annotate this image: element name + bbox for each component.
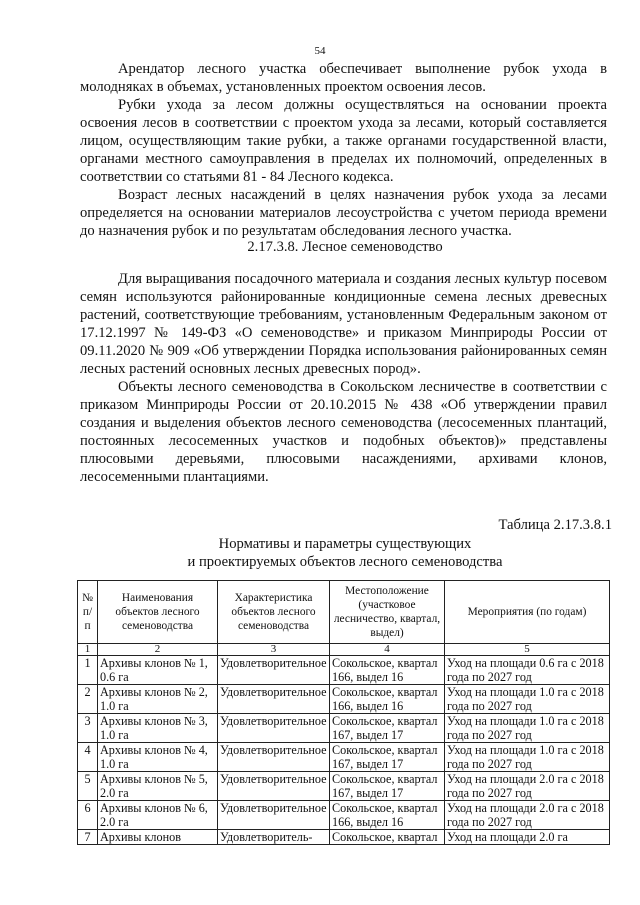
header-characteristic: Характеристика объектов лесного семеноводства <box>218 581 330 644</box>
row-object-name: Архивы клонов № 3, 1.0 га <box>98 714 218 743</box>
row-number: 7 <box>78 830 98 845</box>
row-number: 5 <box>78 772 98 801</box>
column-number: 1 <box>78 644 98 656</box>
row-location: Сокольское, квартал <box>330 830 445 845</box>
column-number: 2 <box>98 644 218 656</box>
table-caption-line-2: и проектируемых объектов лесного семеноводства <box>187 554 503 570</box>
row-characteristic: Удовлетворитель- <box>218 830 330 845</box>
table-row <box>78 714 610 743</box>
row-number: 6 <box>78 801 98 830</box>
paragraph-stand-age: Возраст лесных насаждений в целях назначения рубок ухода за лесами определяется на основании материалов лесоустройства с учетом периода времени до назначения рубок и по результатам обследования лесного участка. <box>80 187 607 239</box>
header-location: Местоположение (участковое лесничество, квартал, выдел) <box>330 581 445 644</box>
row-characteristic: Удовлетворительное <box>218 685 330 714</box>
row-characteristic: Удовлетворительное <box>218 743 330 772</box>
column-number: 5 <box>445 644 610 656</box>
table-column-numbers-row <box>78 644 610 656</box>
row-measures: Уход на площади 2.0 га с 2018 года по 2027 год <box>445 801 610 830</box>
row-location: Сокольское, квартал 166, выдел 16 <box>330 801 445 830</box>
table-header-row <box>78 581 610 644</box>
table-caption-line-1: Нормативы и параметры существующих <box>218 536 472 552</box>
row-measures: Уход на площади 1.0 га с 2018 года по 2027 год <box>445 714 610 743</box>
header-number: № п/п <box>78 581 98 644</box>
row-number: 3 <box>78 714 98 743</box>
row-location: Сокольское, квартал 166, выдел 16 <box>330 656 445 685</box>
table-row <box>78 801 610 830</box>
table-row <box>78 772 610 801</box>
row-number: 1 <box>78 656 98 685</box>
row-characteristic: Удовлетворительное <box>218 714 330 743</box>
row-number: 4 <box>78 743 98 772</box>
row-location: Сокольское, квартал 166, выдел 16 <box>330 685 445 714</box>
column-number: 3 <box>218 644 330 656</box>
row-measures: Уход на площади 1.0 га с 2018 года по 2027 год <box>445 743 610 772</box>
table-row <box>78 656 610 685</box>
table-row <box>78 685 610 714</box>
row-measures: Уход на площади 0.6 га с 2018 года по 2027 год <box>445 656 610 685</box>
row-measures: Уход на площади 1.0 га с 2018 года по 2027 год <box>445 685 610 714</box>
paragraph-thinning-lessee: Арендатор лесного участка обеспечивает выполнение рубок ухода в молодняках в объемах, установленных проектом освоения лесов. <box>80 61 607 95</box>
row-characteristic: Удовлетворительное <box>218 801 330 830</box>
row-object-name: Архивы клонов № 5, 2.0 га <box>98 772 218 801</box>
paragraph-thinning-basis: Рубки ухода за лесом должны осуществляться на основании проекта освоения лесов в соответствии с проектом ухода за лесами, который составляется лицом, осуществляющим такие рубки, а также органами государственной власти, органами местного самоуправления в пределах их полномочий, определенных в соответствии со статьями 81 - 84 Лесного кодекса. <box>80 97 607 185</box>
header-object-name: Наименования объектов лесного семеноводства <box>98 581 218 644</box>
section-heading: 2.17.3.8. Лесное семеноводство <box>247 239 443 255</box>
row-location: Сокольское, квартал 167, выдел 17 <box>330 714 445 743</box>
row-characteristic: Удовлетворительное <box>218 772 330 801</box>
row-object-name: Архивы клонов <box>98 830 218 845</box>
row-characteristic: Удовлетворительное <box>218 656 330 685</box>
column-number: 4 <box>330 644 445 656</box>
page-number: 54 <box>314 45 326 57</box>
row-object-name: Архивы клонов № 6, 2.0 га <box>98 801 218 830</box>
row-object-name: Архивы клонов № 1, 0.6 га <box>98 656 218 685</box>
row-location: Сокольское, квартал 167, выдел 17 <box>330 772 445 801</box>
paragraph-seed-material: Для выращивания посадочного материала и создания лесных культур посевом семян используются районированные кондиционные семена лесных древесных растений, соответствующие требованиям, установленным Федеральным законом от 17.12.1997 № 149-ФЗ «О семеноводстве» и приказом Минприроды России от 09.11.2020 № 909 «Об утверждении Порядка использования районированных семян лесных растений основных лесных древесных пород». <box>80 271 607 377</box>
paragraph-seed-objects: Объекты лесного семеноводства в Сокольском лесничестве в соответствии с приказом Минприроды России от 20.10.2015 № 438 «Об утверждении правил создания и выделения объектов лесного семеноводства (лесосеменных плантаций, постоянных лесосеменных участков и подобных объектов)» представлены плюсовыми деревьями, плюсовыми насаждениями, архивами клонов, лесосеменными плантациями. <box>80 379 607 485</box>
seed-objects-table <box>77 580 610 845</box>
table-row <box>78 743 610 772</box>
table-caption <box>0 535 640 571</box>
row-object-name: Архивы клонов № 2, 1.0 га <box>98 685 218 714</box>
row-measures: Уход на площади 2.0 га <box>445 830 610 845</box>
section-paragraphs <box>80 270 607 486</box>
table-number: Таблица 2.17.3.8.1 <box>498 517 612 533</box>
table-row <box>78 830 610 845</box>
top-paragraphs <box>80 60 607 240</box>
row-number: 2 <box>78 685 98 714</box>
row-measures: Уход на площади 2.0 га с 2018 года по 2027 год <box>445 772 610 801</box>
header-measures: Мероприятия (по годам) <box>445 581 610 644</box>
row-object-name: Архивы клонов № 4, 1.0 га <box>98 743 218 772</box>
row-location: Сокольское, квартал 167, выдел 17 <box>330 743 445 772</box>
